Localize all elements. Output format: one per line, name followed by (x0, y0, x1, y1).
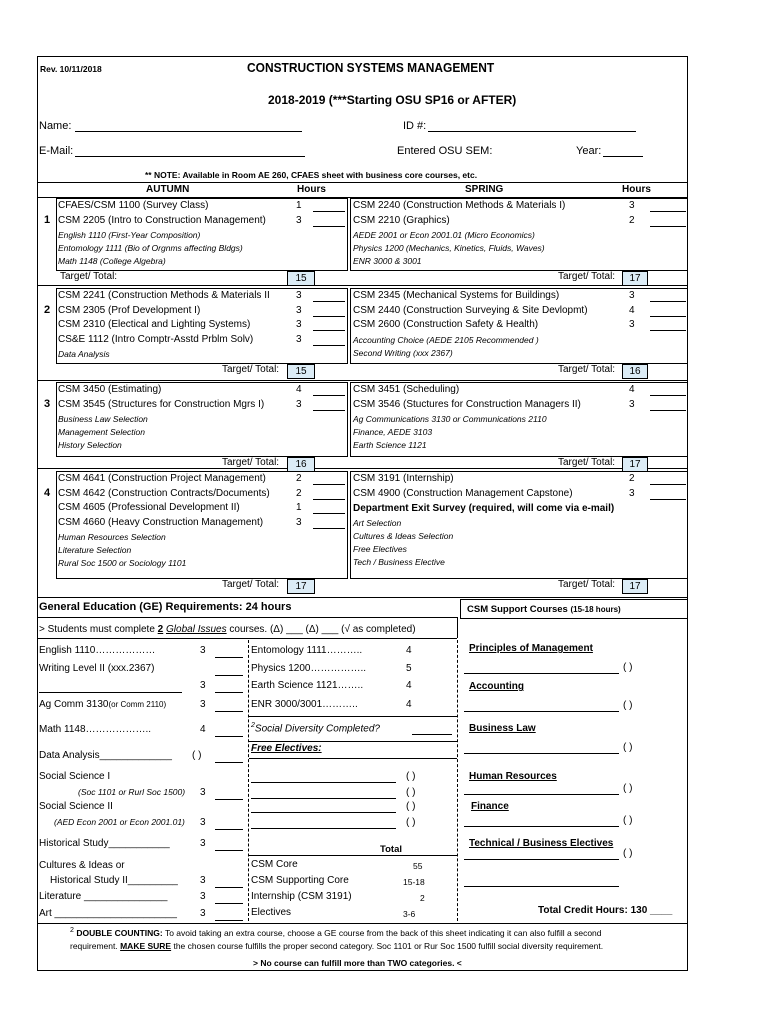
spring-elective: Tech / Business Elective (353, 557, 445, 567)
autumn-course-hours: 3 (296, 319, 302, 330)
ge-left-item: Cultures & Ideas or (39, 860, 125, 871)
autumn-elective: Math 1148 (College Algebra) (58, 256, 166, 266)
support-course-heading: Finance (471, 801, 509, 812)
support-course-hours: ( ) (623, 783, 633, 794)
ge-left-blank[interactable] (215, 675, 243, 676)
autumn-elective: Rural Soc 1500 or Sociology 1101 (58, 558, 187, 568)
year-number: 2 (44, 304, 51, 316)
ge-left-hours: 3 (200, 875, 206, 886)
autumn-target-total: 16 (287, 457, 315, 472)
exit-survey: Department Exit Survey (required, will come via e-mail) (353, 503, 615, 514)
autumn-grade-blank[interactable] (313, 316, 345, 317)
autumn-course: CSM 4660 (Heavy Construction Management) (58, 516, 264, 528)
autumn-course-hours: 3 (296, 290, 302, 301)
autumn-course: CSM 2305 (Prof Development I) (58, 304, 201, 316)
global-issues-line: > Students must complete 2 Global Issues courses. (Δ) ___ (Δ) ___ (√ as completed) (39, 624, 416, 635)
ge-left-hours: 3 (200, 838, 206, 849)
support-course-blank[interactable] (464, 826, 619, 827)
spring-course-hours: 3 (629, 290, 635, 301)
ge-mid-item: Earth Science 1121…….. (251, 680, 364, 691)
ge-left-hours: 3 (200, 680, 206, 691)
year-label: Year: (576, 145, 602, 157)
spring-grade-blank[interactable] (650, 211, 686, 212)
free-electives-label: Free Electives: (251, 743, 322, 754)
autumn-target-label: Target/ Total: (222, 457, 280, 468)
social-diversity-label: $^2$Social Diversity Completed? (251, 722, 380, 735)
autumn-course: CFAES/CSM 1100 (Survey Class) (58, 200, 209, 211)
email-field[interactable] (75, 156, 305, 157)
spring-course: CSM 2240 (Construction Methods & Materials I) (353, 200, 566, 211)
ge-left-hours: 3 (200, 787, 206, 798)
spring-grade-blank[interactable] (650, 484, 686, 485)
spring-grade-blank[interactable] (650, 330, 686, 331)
note: ** NOTE: Available in Room AE 260, CFAES sheet with business core courses, etc. (145, 170, 478, 180)
support-course-heading: Accounting (469, 681, 524, 692)
spring-grade-blank[interactable] (650, 301, 686, 302)
autumn-elective: Business Law Selection (58, 414, 148, 424)
autumn-course-hours: 3 (296, 516, 302, 528)
double-counting-line-3: > No course can fulfill more than TWO categories. < (253, 958, 462, 968)
autumn-target-label: Target/ Total: (60, 271, 118, 282)
autumn-target-total: 17 (287, 579, 315, 594)
ge-left-hours: 3 (200, 891, 206, 902)
autumn-elective: Entomology 1111 (Bio of Orgnms affecting Bldgs) (58, 243, 243, 253)
ge-left-item: Historical Study___________ (39, 838, 170, 849)
free-elective-hours: ( ) (406, 817, 416, 828)
spring-target-total: 17 (622, 271, 648, 286)
support-course-heading: Technical / Business Electives (469, 838, 614, 849)
spring-grade-blank[interactable] (650, 499, 686, 500)
free-elective-blank[interactable] (251, 798, 396, 799)
free-elective-hours: ( ) (406, 787, 416, 798)
ge-left-blank[interactable] (215, 657, 243, 658)
autumn-course-hours: 4 (296, 384, 302, 395)
autumn-course-hours: 2 (296, 473, 302, 484)
autumn-elective: Literature Selection (58, 545, 132, 555)
free-elective-hours: ( ) (406, 771, 416, 782)
autumn-course-hours: 3 (296, 304, 302, 316)
ge-left-hours: 3 (200, 645, 206, 656)
ge-left-blank[interactable] (215, 711, 243, 712)
ge-left-hours: 3 (200, 699, 206, 710)
total-row-hours: 2 (420, 893, 425, 903)
spring-target-label: Target/ Total: (558, 579, 616, 590)
autumn-course: CSM 3450 (Estimating) (58, 384, 162, 395)
ge-left-blank[interactable] (215, 736, 243, 737)
autumn-grade-blank[interactable] (313, 211, 345, 212)
writing-course-blank[interactable] (39, 692, 182, 693)
autumn-grade-blank[interactable] (313, 330, 345, 331)
support-course-heading: Business Law (469, 723, 536, 734)
free-elective-blank[interactable] (251, 782, 396, 783)
ge-title: General Education (GE) Requirements: 24 hours (39, 601, 292, 613)
spring-elective: Finance, AEDE 3103 (353, 427, 433, 437)
entered-sem-label: Entered OSU SEM: (397, 145, 493, 157)
support-course-hours: ( ) (623, 700, 633, 711)
ge-left-blank[interactable] (215, 762, 243, 763)
ge-left-blank[interactable] (215, 887, 243, 888)
autumn-course: CSM 2241 (Construction Methods & Materials II (58, 290, 270, 301)
spring-course-hours: 3 (629, 487, 635, 499)
support-course-blank[interactable] (464, 753, 619, 754)
autumn-course-hours: 3 (296, 398, 302, 410)
support-course-hours: ( ) (623, 742, 633, 753)
autumn-grade-blank[interactable] (313, 528, 345, 529)
total-credit-hours: Total Credit Hours: 130 ____ (538, 905, 673, 916)
total-row-label: CSM Supporting Core (251, 875, 349, 886)
ge-mid-hours: 4 (406, 645, 412, 656)
total-row-hours: 3-6 (403, 909, 416, 919)
ge-left-item: Social Science I (39, 771, 111, 782)
free-elective-hours: ( ) (406, 801, 416, 812)
spring-course-hours: 2 (629, 214, 635, 226)
total-row-label: Internship (CSM 3191) (251, 891, 352, 902)
autumn-elective: Data Analysis (58, 349, 110, 359)
ge-mid-hours: 4 (406, 680, 412, 691)
support-course-hours: ( ) (623, 815, 633, 826)
autumn-course-hours: 3 (296, 333, 302, 345)
autumn-grade-blank[interactable] (313, 345, 345, 346)
autumn-grade-blank[interactable] (313, 484, 345, 485)
year-number: 3 (44, 398, 51, 410)
autumn-course: CSM 4641 (Construction Project Management) (58, 473, 266, 484)
autumn-elective: Human Resources Selection (58, 532, 166, 542)
ge-left-item: Writing Level II (xxx.2367) (39, 663, 155, 674)
spring-course-hours: 3 (629, 319, 635, 330)
ge-left-item: Social Science II (39, 801, 113, 812)
double-counting-line-1: $^2$ DOUBLE COUNTING: To avoid taking an extra course, choose a GE course from the back of this sheet indicating it can also fulfill a second (70, 926, 602, 938)
spring-elective: Free Electives (353, 544, 407, 554)
name-label: Name: (39, 120, 72, 132)
support-course-blank[interactable] (464, 711, 619, 712)
support-course-blank[interactable] (464, 673, 619, 674)
ge-mid-item: Physics 1200…………….. (251, 663, 367, 674)
ge-left-item: (AED Econ 2001 or Econ 2001.01) (54, 817, 185, 827)
autumn-course: CSM 2205 (Intro to Construction Management) (58, 214, 266, 226)
autumn-grade-blank[interactable] (313, 301, 345, 302)
ge-mid-hours: 4 (406, 699, 412, 710)
ge-left-item: (Soc 1101 or Rurl Soc 1500) (78, 787, 186, 797)
spring-course: CSM 4900 (Construction Management Capstone) (353, 487, 573, 499)
ge-mid-item: ENR 3000/3001……….. (251, 699, 358, 710)
ge-left-item: Historical Study II_________ (50, 875, 178, 886)
social-diversity-blank[interactable] (412, 734, 452, 735)
autumn-elective: English 1110 (First-Year Composition) (58, 230, 201, 240)
support-course-heading: Principles of Management (469, 643, 593, 654)
ge-mid-item: Entomology 1111……….. (251, 645, 363, 656)
ge-left-item: English 1110……………… (39, 645, 156, 656)
spring-course: CSM 2345 (Mechanical Systems for Buildings) (353, 290, 560, 301)
autumn-grade-blank[interactable] (313, 499, 345, 500)
spring-header: SPRING (465, 184, 504, 195)
spring-course: CSM 3546 (Stuctures for Construction Managers II) (353, 398, 581, 410)
total-label: Total (380, 844, 402, 855)
spring-course: CSM 3191 (Internship) (353, 473, 454, 484)
spring-target-total: 16 (622, 364, 648, 379)
spring-course: CSM 2600 (Construction Safety & Health) (353, 319, 539, 330)
form-subtitle: 2018-2019 (***Starting OSU SP16 or AFTER) (268, 93, 517, 107)
autumn-course: CSM 3545 (Structures for Construction Mgrs I) (58, 398, 265, 410)
id-field[interactable] (428, 131, 636, 132)
ge-left-blank[interactable] (215, 920, 243, 921)
ge-left-hours: 3 (200, 908, 206, 919)
autumn-course-hours: 1 (296, 502, 302, 513)
free-elective-blank[interactable] (251, 828, 396, 829)
autumn-target-label: Target/ Total: (222, 364, 280, 375)
ge-left-blank[interactable] (215, 850, 243, 851)
free-elective-blank[interactable] (251, 812, 396, 813)
autumn-grade-blank[interactable] (313, 410, 345, 411)
spring-grade-blank[interactable] (650, 226, 686, 227)
spring-target-label: Target/ Total: (558, 271, 616, 282)
spring-course: CSM 2440 (Construction Surveying & Site Devlopmt) (353, 304, 588, 316)
autumn-course-hours: 3 (296, 214, 302, 226)
autumn-target-total: 15 (287, 364, 315, 379)
name-field[interactable] (75, 131, 302, 132)
ge-left-item: Literature _______________ (39, 891, 168, 902)
spring-course-hours: 4 (629, 304, 635, 316)
ge-left-blank[interactable] (215, 903, 243, 904)
spring-elective: ENR 3000 & 3001 (353, 256, 422, 266)
autumn-target-label: Target/ Total: (222, 579, 280, 590)
autumn-course: CSM 4605 (Professional Development II) (58, 502, 240, 513)
ge-left-hours: 3 (200, 817, 206, 828)
autumn-course: CS&E 1112 (Intro Comptr-Asstd Prblm Solv) (58, 333, 254, 345)
spring-grade-blank[interactable] (650, 316, 686, 317)
support-course-heading: Human Resources (469, 771, 557, 782)
form-title: CONSTRUCTION SYSTEMS MANAGEMENT (247, 60, 495, 75)
autumn-course-hours: 2 (296, 487, 302, 499)
autumn-grade-blank[interactable] (313, 395, 345, 396)
spring-target-total: 17 (622, 457, 648, 472)
spring-target-label: Target/ Total: (558, 457, 616, 468)
spring-elective: Earth Science 1121 (353, 440, 427, 450)
autumn-course: CSM 4642 (Construction Contracts/Documents) (58, 487, 270, 499)
autumn-grade-blank[interactable] (313, 513, 345, 514)
spring-course: CSM 3451 (Scheduling) (353, 384, 460, 395)
support-course-blank[interactable] (464, 859, 619, 860)
ge-left-blank[interactable] (215, 829, 243, 830)
spring-course: CSM 2210 (Graphics) (353, 214, 450, 226)
revision-date: Rev. 10/11/2018 (40, 64, 102, 74)
year-number: 1 (44, 214, 51, 226)
spring-hours-header: Hours (622, 184, 651, 195)
spring-elective: Art Selection (353, 518, 402, 528)
spring-grade-blank[interactable] (650, 395, 686, 396)
spring-grade-blank[interactable] (650, 410, 686, 411)
total-row-hours: 55 (413, 861, 423, 871)
support-course-blank[interactable] (464, 886, 619, 887)
ge-left-item: Ag Comm 3130(or Comm 2110) (39, 699, 167, 710)
total-row-label: Electives (251, 907, 292, 918)
ge-left-hours: 4 (200, 724, 206, 735)
ge-left-blank[interactable] (215, 799, 243, 800)
spring-elective: Physics 1200 (Mechanics, Kinetics, Fluids, Waves) (353, 243, 545, 253)
autumn-hours-header: Hours (297, 184, 326, 195)
support-course-hours: ( ) (623, 662, 633, 673)
spring-elective: Ag Communications 3130 or Communications 2110 (353, 414, 547, 424)
email-label: E-Mail: (39, 145, 74, 157)
spring-course-hours: 4 (629, 384, 635, 395)
support-title: CSM Support Courses (15-18 hours) (467, 604, 621, 615)
autumn-course-hours: 1 (296, 200, 302, 211)
spring-elective: Second Writing (xxx 2367) (353, 347, 453, 358)
spring-elective: Accounting Choice (AEDE 2105 Recommended ) (353, 334, 539, 345)
spring-course-hours: 3 (629, 398, 635, 410)
id-label: ID #: (403, 120, 427, 132)
spring-course-hours: 3 (629, 200, 635, 211)
autumn-elective: Management Selection (58, 427, 145, 437)
autumn-target-total: 15 (287, 271, 315, 286)
spring-target-total: 17 (622, 579, 648, 594)
autumn-elective: History Selection (58, 440, 122, 450)
year-field[interactable] (603, 156, 643, 157)
spring-elective: Cultures & Ideas Selection (353, 531, 454, 541)
spring-elective: AEDE 2001 or Econ 2001.01 (Micro Economics) (353, 230, 535, 240)
ge-left-item: Math 1148……………….. (39, 724, 152, 735)
ge-left-hours: ( ) (192, 750, 202, 761)
total-row-hours: 15-18 (403, 877, 425, 887)
year-number: 4 (44, 487, 51, 499)
autumn-header: AUTUMN (146, 184, 190, 195)
support-course-blank[interactable] (464, 794, 619, 795)
total-row-label: CSM Core (251, 859, 298, 870)
ge-mid-hours: 5 (406, 663, 412, 674)
ge-left-item: Data Analysis_____________ (39, 750, 172, 761)
autumn-grade-blank[interactable] (313, 226, 345, 227)
autumn-course: CSM 2310 (Electical and Lighting Systems) (58, 319, 251, 330)
spring-course-hours: 2 (629, 473, 635, 484)
support-course-hours: ( ) (623, 848, 633, 859)
ge-left-item: Art ______________________ (39, 908, 177, 919)
double-counting-line-2: requirement. MAKE SURE the chosen course fulfills the proper second category. Soc 1101 or Rur Soc 1500 fulfill social diversity requirement. (70, 941, 604, 951)
ge-left-blank[interactable] (215, 692, 243, 693)
spring-target-label: Target/ Total: (558, 364, 616, 375)
